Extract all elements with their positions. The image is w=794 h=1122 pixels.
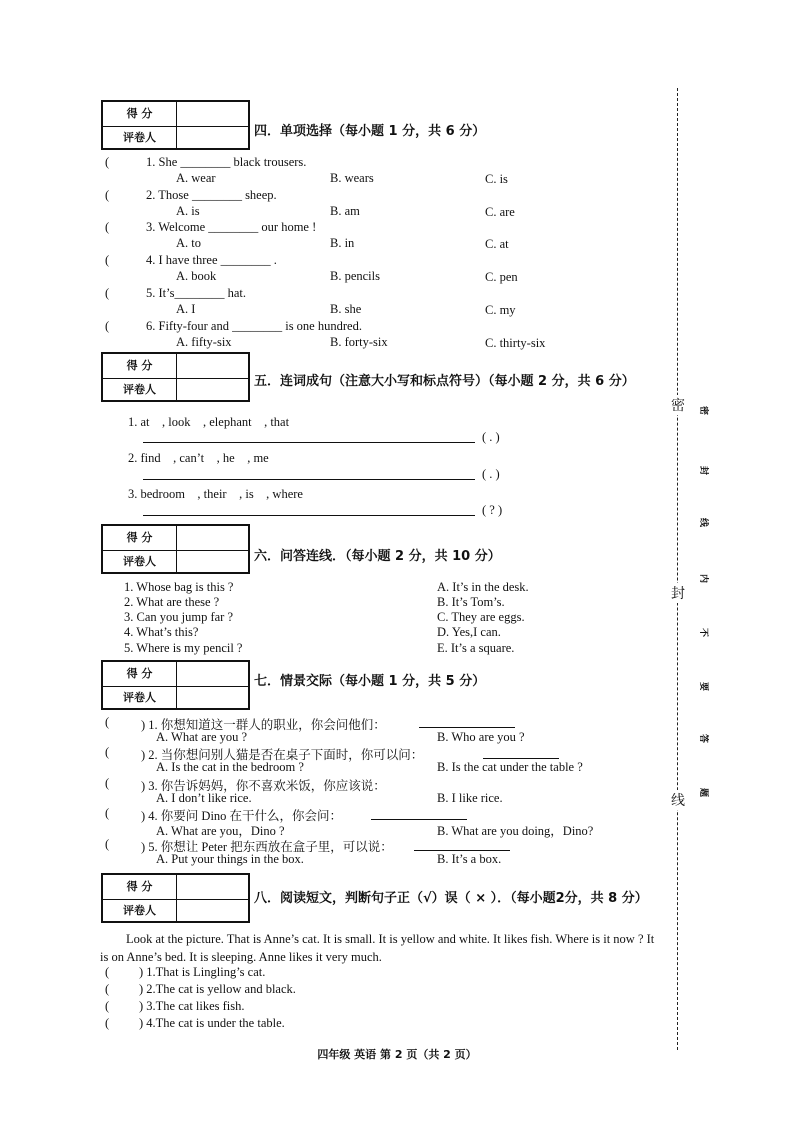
option-a[interactable]: A. What are you，Dino ?: [156, 824, 285, 838]
answer-paren[interactable]: (: [105, 715, 110, 729]
option-c[interactable]: C. at: [485, 237, 509, 251]
grader-label: 评卷人: [103, 126, 177, 150]
option-a[interactable]: A. I: [176, 302, 196, 316]
true-false-statement: ) 1.That is Lingling’s cat.: [139, 965, 266, 979]
option-c[interactable]: C. pen: [485, 270, 518, 284]
scenario-question: ) 4. 你要问 Dino 在干什么，你会问：: [141, 809, 343, 823]
section-7-title: 七．情景交际（每小题 1 分，共 5 分）: [254, 674, 486, 689]
option-a[interactable]: A. fifty-six: [176, 335, 232, 349]
page-footer: 四年级 英语 第 2 页（共 2 页）: [317, 1048, 477, 1061]
scenario-question: ) 1. 你想知道这一群人的职业，你会问他们：: [141, 718, 386, 732]
match-answer: C. They are eggs.: [437, 610, 525, 624]
option-a[interactable]: A. is: [176, 204, 200, 218]
answer-paren[interactable]: (: [105, 188, 110, 202]
answer-paren[interactable]: (: [105, 745, 110, 759]
answer-blank[interactable]: [419, 727, 515, 728]
option-a[interactable]: A. Put your things in the box.: [156, 852, 304, 866]
answer-paren[interactable]: (: [105, 776, 110, 790]
option-b[interactable]: B. pencils: [330, 269, 380, 283]
section-4-title: 四．单项选择（每小题 1 分，共 6 分）: [254, 124, 486, 139]
grader-label: 评卷人: [103, 899, 177, 923]
match-question: 2. What are these ?: [124, 595, 220, 609]
section-5-title: 五．连词成句（注意大小写和标点符号）（每小题 2 分，共 6 分）: [254, 374, 635, 389]
option-b[interactable]: B. What are you doing，Dino?: [437, 824, 594, 838]
reorder-item: 1. at , look , elephant , that: [128, 415, 290, 429]
answer-blank[interactable]: [414, 850, 510, 851]
answer-paren[interactable]: (: [105, 155, 110, 169]
match-question: 4. What’s this?: [124, 625, 199, 639]
answer-paren[interactable]: (: [105, 286, 110, 300]
end-punctuation: ( . ): [482, 430, 500, 444]
option-b[interactable]: B. in: [330, 236, 355, 250]
binding-feng-char: 封: [671, 583, 685, 603]
score-label: 得 分: [103, 526, 177, 550]
true-false-statement: ) 4.The cat is under the table.: [139, 1016, 285, 1030]
option-b[interactable]: B. Is the cat under the table ?: [437, 760, 583, 774]
binding-line: [677, 88, 678, 1050]
question-stem: 1. She ________ black trousers.: [146, 155, 307, 169]
score-label: 得 分: [103, 875, 177, 899]
question-stem: 3. Welcome ________ our home !: [146, 220, 317, 234]
end-punctuation: ( . ): [482, 467, 500, 481]
notice-char: 线: [698, 517, 709, 528]
answer-line[interactable]: [143, 515, 475, 516]
option-b[interactable]: B. I like rice.: [437, 791, 503, 805]
answer-blank[interactable]: [371, 819, 467, 820]
option-a[interactable]: A. What are you ?: [156, 730, 248, 744]
match-answer: D. Yes,I can.: [437, 625, 501, 639]
score-label: 得 分: [103, 662, 177, 686]
answer-line[interactable]: [143, 442, 475, 443]
score-box: [101, 352, 250, 402]
grader-label: 评卷人: [103, 686, 177, 710]
match-answer: E. It’s a square.: [437, 641, 515, 655]
answer-paren[interactable]: (: [105, 220, 110, 234]
question-stem: 2. Those ________ sheep.: [146, 188, 277, 202]
score-box: [101, 524, 250, 574]
score-box: [101, 873, 250, 923]
reading-passage: Look at the picture. That is Anne’s cat. It is small. It is yellow and white. It likes fish. Where is it now ? It is on Anne’s bed. It is sleeping. Anne likes it very much.: [100, 932, 655, 964]
notice-char: 不: [698, 627, 709, 638]
answer-paren[interactable]: (: [105, 982, 110, 996]
option-a[interactable]: A. I don’t like rice.: [156, 791, 252, 805]
answer-paren[interactable]: (: [105, 253, 110, 267]
notice-char: 题: [698, 787, 709, 798]
notice-char: 答: [698, 733, 709, 744]
option-b[interactable]: B. wears: [330, 171, 374, 185]
answer-line[interactable]: [143, 479, 475, 480]
option-b[interactable]: B. Who are you ?: [437, 730, 525, 744]
binding-xian-char: 线: [671, 790, 685, 810]
true-false-statement: ) 3.The cat likes fish.: [139, 999, 245, 1013]
answer-paren[interactable]: (: [105, 999, 110, 1013]
answer-paren[interactable]: (: [105, 1016, 110, 1030]
option-b[interactable]: B. she: [330, 302, 362, 316]
answer-blank[interactable]: [483, 758, 559, 759]
answer-paren[interactable]: (: [105, 965, 110, 979]
option-c[interactable]: C. is: [485, 172, 508, 186]
binding-mi-char: 密: [671, 395, 685, 415]
notice-char: 要: [698, 681, 709, 692]
option-b[interactable]: B. forty-six: [330, 335, 388, 349]
section-8-title: 八．阅读短文，判断句子正（√）误（ × ）．（每小题2分，共 8 分）: [254, 891, 648, 906]
scenario-question: ) 2. 当你想问别人猫是否在桌子下面时，你可以问：: [141, 748, 424, 762]
notice-char: 内: [698, 573, 709, 584]
match-question: 1. Whose bag is this ?: [124, 580, 234, 594]
option-c[interactable]: C. thirty-six: [485, 336, 546, 350]
option-a[interactable]: A. book: [176, 269, 217, 283]
option-a[interactable]: A. to: [176, 236, 201, 250]
option-b[interactable]: B. am: [330, 204, 360, 218]
notice-char: 密: [698, 405, 709, 416]
score-label: 得 分: [103, 102, 177, 126]
question-stem: 6. Fifty-four and ________ is one hundred.: [146, 319, 362, 333]
question-stem: 5. It’s________ hat.: [146, 286, 246, 300]
grader-label: 评卷人: [103, 378, 177, 402]
answer-paren[interactable]: (: [105, 319, 110, 333]
option-b[interactable]: B. It’s a box.: [437, 852, 502, 866]
option-c[interactable]: C. my: [485, 303, 516, 317]
match-answer: B. It’s Tom’s.: [437, 595, 505, 609]
option-a[interactable]: A. Is the cat in the bedroom ?: [156, 760, 304, 774]
score-label: 得 分: [103, 354, 177, 378]
reorder-item: 3. bedroom , their , is , where: [128, 487, 303, 501]
section-6-title: 六．问答连线．（每小题 2 分，共 10 分）: [254, 549, 501, 564]
answer-paren[interactable]: (: [105, 806, 110, 820]
scenario-question: ) 5. 你想让 Peter 把东西放在盒子里，可以说：: [141, 840, 393, 854]
match-question: 3. Can you jump far ?: [124, 610, 234, 624]
end-punctuation: ( ? ): [482, 503, 503, 517]
scenario-question: ) 3. 你告诉妈妈，你不喜欢米饭，你应该说：: [141, 779, 386, 793]
reorder-item: 2. find , can’t , he , me: [128, 451, 269, 465]
match-answer: A. It’s in the desk.: [437, 580, 529, 594]
score-box: [101, 660, 250, 710]
score-box: [101, 100, 250, 150]
answer-paren[interactable]: (: [105, 837, 110, 851]
match-question: 5. Where is my pencil ?: [124, 641, 243, 655]
option-c[interactable]: C. are: [485, 205, 515, 219]
option-a[interactable]: A. wear: [176, 171, 216, 185]
notice-char: 封: [698, 465, 709, 476]
grader-label: 评卷人: [103, 550, 177, 574]
question-stem: 4. I have three ________ .: [146, 253, 277, 267]
true-false-statement: ) 2.The cat is yellow and black.: [139, 982, 296, 996]
